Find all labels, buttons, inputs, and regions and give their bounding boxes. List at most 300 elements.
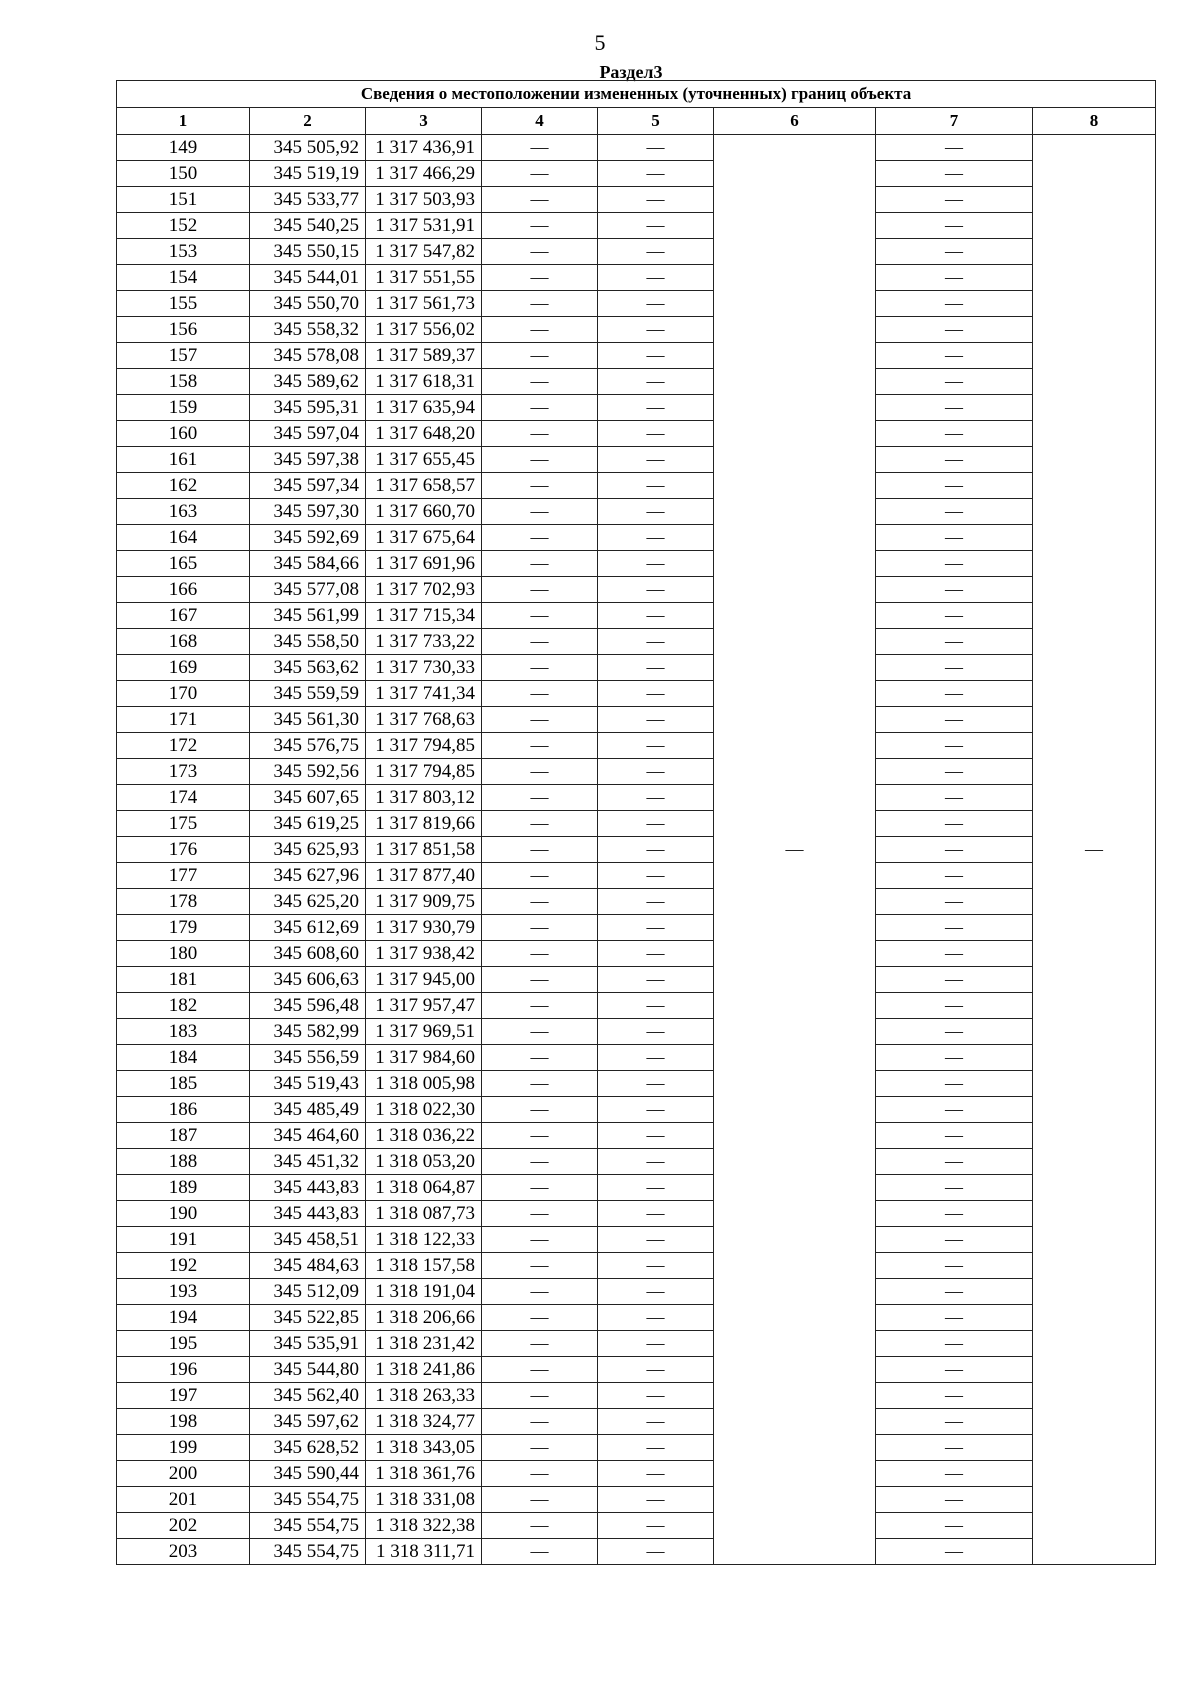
table-row [117, 811, 1156, 837]
y-coordinate-cell: 1 317 658,57 [366, 473, 482, 499]
y-coordinate-cell: 1 318 361,76 [366, 1461, 482, 1487]
x-coordinate-cell: 345 535,91 [250, 1331, 366, 1357]
column-5-cell: — [598, 1019, 714, 1045]
x-coordinate-cell: 345 584,66 [250, 551, 366, 577]
y-coordinate-cell: 1 317 551,55 [366, 265, 482, 291]
y-coordinate-cell: 1 317 957,47 [366, 993, 482, 1019]
column-4-cell: — [482, 889, 598, 915]
x-coordinate-cell: 345 563,62 [250, 655, 366, 681]
point-number-cell: 192 [117, 1253, 250, 1279]
y-coordinate-cell: 1 317 877,40 [366, 863, 482, 889]
y-coordinate-cell: 1 317 819,66 [366, 811, 482, 837]
y-coordinate-cell: 1 318 191,04 [366, 1279, 482, 1305]
point-number-cell: 178 [117, 889, 250, 915]
table-row [117, 577, 1156, 603]
table-row [117, 291, 1156, 317]
y-coordinate-cell: 1 317 794,85 [366, 733, 482, 759]
table-row [117, 1045, 1156, 1071]
column-5-cell: — [598, 317, 714, 343]
column-7-cell: — [876, 1513, 1033, 1539]
column-5-cell: — [598, 395, 714, 421]
point-number-cell: 150 [117, 161, 250, 187]
y-coordinate-cell: 1 318 311,71 [366, 1539, 482, 1565]
column-5-cell: — [598, 1201, 714, 1227]
column-4-cell: — [482, 161, 598, 187]
point-number-cell: 181 [117, 967, 250, 993]
table-row [117, 551, 1156, 577]
y-coordinate-cell: 1 318 322,38 [366, 1513, 482, 1539]
point-number-cell: 153 [117, 239, 250, 265]
column-4-cell: — [482, 525, 598, 551]
x-coordinate-cell: 345 577,08 [250, 577, 366, 603]
column-5-cell: — [598, 629, 714, 655]
column-7-cell: — [876, 1305, 1033, 1331]
x-coordinate-cell: 345 625,20 [250, 889, 366, 915]
column-5-cell: — [598, 473, 714, 499]
column-6-merged-cell: — [714, 135, 876, 1565]
column-5-cell: — [598, 1253, 714, 1279]
point-number-cell: 168 [117, 629, 250, 655]
x-coordinate-cell: 345 540,25 [250, 213, 366, 239]
column-5-cell: — [598, 1383, 714, 1409]
point-number-cell: 174 [117, 785, 250, 811]
point-number-cell: 162 [117, 473, 250, 499]
column-4-cell: — [482, 655, 598, 681]
column-7-cell: — [876, 525, 1033, 551]
point-number-cell: 202 [117, 1513, 250, 1539]
column-4-cell: — [482, 993, 598, 1019]
column-5-cell: — [598, 811, 714, 837]
point-number-cell: 199 [117, 1435, 250, 1461]
column-5-cell: — [598, 1513, 714, 1539]
x-coordinate-cell: 345 595,31 [250, 395, 366, 421]
column-5-cell: — [598, 837, 714, 863]
column-5-cell: — [598, 1305, 714, 1331]
column-7-cell: — [876, 837, 1033, 863]
table-row [117, 759, 1156, 785]
table-row [117, 1383, 1156, 1409]
point-number-cell: 193 [117, 1279, 250, 1305]
table-row [117, 1201, 1156, 1227]
column-7-cell: — [876, 395, 1033, 421]
column-5-cell: — [598, 1461, 714, 1487]
table-row [117, 499, 1156, 525]
column-4-cell: — [482, 967, 598, 993]
x-coordinate-cell: 345 544,80 [250, 1357, 366, 1383]
x-coordinate-cell: 345 443,83 [250, 1201, 366, 1227]
y-coordinate-cell: 1 317 675,64 [366, 525, 482, 551]
column-7-cell: — [876, 213, 1033, 239]
column-4-cell: — [482, 1487, 598, 1513]
column-header: 6 [714, 108, 876, 135]
y-coordinate-cell: 1 317 768,63 [366, 707, 482, 733]
column-7-cell: — [876, 1149, 1033, 1175]
column-4-cell: — [482, 629, 598, 655]
x-coordinate-cell: 345 597,04 [250, 421, 366, 447]
point-number-cell: 182 [117, 993, 250, 1019]
y-coordinate-cell: 1 318 324,77 [366, 1409, 482, 1435]
table-row [117, 473, 1156, 499]
x-coordinate-cell: 345 625,93 [250, 837, 366, 863]
table-row [117, 135, 1156, 161]
table-row [117, 239, 1156, 265]
column-7-cell: — [876, 1461, 1033, 1487]
x-coordinate-cell: 345 592,69 [250, 525, 366, 551]
table-row [117, 1279, 1156, 1305]
column-5-cell: — [598, 759, 714, 785]
x-coordinate-cell: 345 561,30 [250, 707, 366, 733]
y-coordinate-cell: 1 318 022,30 [366, 1097, 482, 1123]
column-7-cell: — [876, 265, 1033, 291]
column-7-cell: — [876, 1227, 1033, 1253]
y-coordinate-cell: 1 318 122,33 [366, 1227, 482, 1253]
y-coordinate-cell: 1 318 241,86 [366, 1357, 482, 1383]
table-row [117, 1487, 1156, 1513]
column-7-cell: — [876, 1435, 1033, 1461]
point-number-cell: 179 [117, 915, 250, 941]
column-4-cell: — [482, 187, 598, 213]
column-7-cell: — [876, 733, 1033, 759]
x-coordinate-cell: 345 597,34 [250, 473, 366, 499]
table-row [117, 1331, 1156, 1357]
y-coordinate-cell: 1 317 984,60 [366, 1045, 482, 1071]
x-coordinate-cell: 345 562,40 [250, 1383, 366, 1409]
column-5-cell: — [598, 187, 714, 213]
column-7-cell: — [876, 421, 1033, 447]
table-row [117, 889, 1156, 915]
column-7-cell: — [876, 967, 1033, 993]
boundary-coordinates-table [116, 80, 1156, 1565]
table-row [117, 1149, 1156, 1175]
column-7-cell: — [876, 629, 1033, 655]
y-coordinate-cell: 1 318 036,22 [366, 1123, 482, 1149]
point-number-cell: 198 [117, 1409, 250, 1435]
table-row [117, 1539, 1156, 1565]
column-4-cell: — [482, 1513, 598, 1539]
column-4-cell: — [482, 941, 598, 967]
column-7-cell: — [876, 135, 1033, 161]
column-4-cell: — [482, 317, 598, 343]
table-row [117, 603, 1156, 629]
table-row [117, 915, 1156, 941]
x-coordinate-cell: 345 559,59 [250, 681, 366, 707]
column-5-cell: — [598, 343, 714, 369]
x-coordinate-cell: 345 550,70 [250, 291, 366, 317]
column-5-cell: — [598, 1149, 714, 1175]
table-row [117, 447, 1156, 473]
x-coordinate-cell: 345 533,77 [250, 187, 366, 213]
point-number-cell: 163 [117, 499, 250, 525]
column-4-cell: — [482, 1279, 598, 1305]
table-row [117, 1435, 1156, 1461]
column-5-cell: — [598, 161, 714, 187]
point-number-cell: 195 [117, 1331, 250, 1357]
column-5-cell: — [598, 369, 714, 395]
y-coordinate-cell: 1 317 803,12 [366, 785, 482, 811]
y-coordinate-cell: 1 317 938,42 [366, 941, 482, 967]
column-7-cell: — [876, 1071, 1033, 1097]
point-number-cell: 170 [117, 681, 250, 707]
y-coordinate-cell: 1 318 343,05 [366, 1435, 482, 1461]
x-coordinate-cell: 345 608,60 [250, 941, 366, 967]
column-7-cell: — [876, 239, 1033, 265]
column-5-cell: — [598, 1435, 714, 1461]
y-coordinate-cell: 1 317 691,96 [366, 551, 482, 577]
y-coordinate-cell: 1 317 741,34 [366, 681, 482, 707]
x-coordinate-cell: 345 519,43 [250, 1071, 366, 1097]
table-row [117, 395, 1156, 421]
y-coordinate-cell: 1 317 715,34 [366, 603, 482, 629]
x-coordinate-cell: 345 519,19 [250, 161, 366, 187]
table-row [117, 707, 1156, 733]
column-5-cell: — [598, 525, 714, 551]
column-4-cell: — [482, 1201, 598, 1227]
table-row [117, 941, 1156, 967]
column-4-cell: — [482, 1331, 598, 1357]
column-4-cell: — [482, 369, 598, 395]
y-coordinate-cell: 1 318 331,08 [366, 1487, 482, 1513]
column-4-cell: — [482, 785, 598, 811]
point-number-cell: 183 [117, 1019, 250, 1045]
x-coordinate-cell: 345 628,52 [250, 1435, 366, 1461]
column-5-cell: — [598, 993, 714, 1019]
point-number-cell: 191 [117, 1227, 250, 1253]
y-coordinate-cell: 1 317 589,37 [366, 343, 482, 369]
column-5-cell: — [598, 863, 714, 889]
column-header-row [117, 108, 1156, 135]
point-number-cell: 157 [117, 343, 250, 369]
column-4-cell: — [482, 213, 598, 239]
x-coordinate-cell: 345 451,32 [250, 1149, 366, 1175]
x-coordinate-cell: 345 597,30 [250, 499, 366, 525]
table-row [117, 681, 1156, 707]
table-row [117, 1175, 1156, 1201]
column-7-cell: — [876, 1253, 1033, 1279]
column-4-cell: — [482, 265, 598, 291]
point-number-cell: 167 [117, 603, 250, 629]
column-4-cell: — [482, 837, 598, 863]
y-coordinate-cell: 1 317 503,93 [366, 187, 482, 213]
point-number-cell: 165 [117, 551, 250, 577]
column-7-cell: — [876, 1279, 1033, 1305]
column-7-cell: — [876, 1487, 1033, 1513]
point-number-cell: 180 [117, 941, 250, 967]
column-4-cell: — [482, 447, 598, 473]
x-coordinate-cell: 345 554,75 [250, 1487, 366, 1513]
y-coordinate-cell: 1 318 053,20 [366, 1149, 482, 1175]
column-5-cell: — [598, 447, 714, 473]
column-5-cell: — [598, 785, 714, 811]
table-row [117, 863, 1156, 889]
y-coordinate-cell: 1 317 655,45 [366, 447, 482, 473]
column-header: 3 [366, 108, 482, 135]
column-4-cell: — [482, 1019, 598, 1045]
y-coordinate-cell: 1 317 436,91 [366, 135, 482, 161]
column-5-cell: — [598, 1487, 714, 1513]
x-coordinate-cell: 345 556,59 [250, 1045, 366, 1071]
column-7-cell: — [876, 499, 1033, 525]
column-4-cell: — [482, 603, 598, 629]
column-4-cell: — [482, 1305, 598, 1331]
column-5-cell: — [598, 681, 714, 707]
table-row [117, 421, 1156, 447]
column-5-cell: — [598, 421, 714, 447]
column-4-cell: — [482, 1435, 598, 1461]
column-4-cell: — [482, 1123, 598, 1149]
column-5-cell: — [598, 1331, 714, 1357]
column-7-cell: — [876, 707, 1033, 733]
column-7-cell: — [876, 343, 1033, 369]
column-4-cell: — [482, 1409, 598, 1435]
table-row [117, 1409, 1156, 1435]
table-row [117, 837, 1156, 863]
x-coordinate-cell: 345 606,63 [250, 967, 366, 993]
column-7-cell: — [876, 889, 1033, 915]
table-row [117, 733, 1156, 759]
column-7-cell: — [876, 1045, 1033, 1071]
section-label: Раздел3 [599, 62, 663, 82]
x-coordinate-cell: 345 596,48 [250, 993, 366, 1019]
column-5-cell: — [598, 1539, 714, 1565]
x-coordinate-cell: 345 512,09 [250, 1279, 366, 1305]
x-coordinate-cell: 345 485,49 [250, 1097, 366, 1123]
column-7-cell: — [876, 941, 1033, 967]
column-5-cell: — [598, 265, 714, 291]
y-coordinate-cell: 1 318 064,87 [366, 1175, 482, 1201]
point-number-cell: 189 [117, 1175, 250, 1201]
column-7-cell: — [876, 603, 1033, 629]
column-4-cell: — [482, 707, 598, 733]
y-coordinate-cell: 1 317 561,73 [366, 291, 482, 317]
table-row [117, 1019, 1156, 1045]
x-coordinate-cell: 345 597,62 [250, 1409, 366, 1435]
x-coordinate-cell: 345 464,60 [250, 1123, 366, 1149]
column-4-cell: — [482, 135, 598, 161]
column-7-cell: — [876, 1357, 1033, 1383]
y-coordinate-cell: 1 317 618,31 [366, 369, 482, 395]
x-coordinate-cell: 345 458,51 [250, 1227, 366, 1253]
column-4-cell: — [482, 1097, 598, 1123]
table-row [117, 1253, 1156, 1279]
column-5-cell: — [598, 1409, 714, 1435]
column-7-cell: — [876, 785, 1033, 811]
table-row [117, 1461, 1156, 1487]
column-5-cell: — [598, 135, 714, 161]
table-row [117, 525, 1156, 551]
x-coordinate-cell: 345 550,15 [250, 239, 366, 265]
y-coordinate-cell: 1 317 547,82 [366, 239, 482, 265]
x-coordinate-cell: 345 582,99 [250, 1019, 366, 1045]
table-row [117, 161, 1156, 187]
point-number-cell: 188 [117, 1149, 250, 1175]
point-number-cell: 177 [117, 863, 250, 889]
x-coordinate-cell: 345 627,96 [250, 863, 366, 889]
y-coordinate-cell: 1 318 087,73 [366, 1201, 482, 1227]
column-4-cell: — [482, 1227, 598, 1253]
column-4-cell: — [482, 421, 598, 447]
table-row [117, 265, 1156, 291]
x-coordinate-cell: 345 443,83 [250, 1175, 366, 1201]
column-7-cell: — [876, 1409, 1033, 1435]
y-coordinate-cell: 1 317 909,75 [366, 889, 482, 915]
table-body [117, 135, 1156, 1565]
x-coordinate-cell: 345 578,08 [250, 343, 366, 369]
x-coordinate-cell: 345 576,75 [250, 733, 366, 759]
table-row [117, 343, 1156, 369]
column-4-cell: — [482, 551, 598, 577]
point-number-cell: 187 [117, 1123, 250, 1149]
column-5-cell: — [598, 707, 714, 733]
column-header: 5 [598, 108, 714, 135]
column-5-cell: — [598, 733, 714, 759]
column-header: 4 [482, 108, 598, 135]
column-4-cell: — [482, 291, 598, 317]
y-coordinate-cell: 1 318 263,33 [366, 1383, 482, 1409]
y-coordinate-cell: 1 317 635,94 [366, 395, 482, 421]
point-number-cell: 169 [117, 655, 250, 681]
point-number-cell: 159 [117, 395, 250, 421]
table-row [117, 1513, 1156, 1539]
column-4-cell: — [482, 915, 598, 941]
column-7-cell: — [876, 915, 1033, 941]
table-row [117, 967, 1156, 993]
y-coordinate-cell: 1 317 945,00 [366, 967, 482, 993]
column-7-cell: — [876, 811, 1033, 837]
point-number-cell: 203 [117, 1539, 250, 1565]
column-7-cell: — [876, 161, 1033, 187]
point-number-cell: 166 [117, 577, 250, 603]
point-number-cell: 185 [117, 1071, 250, 1097]
column-7-cell: — [876, 369, 1033, 395]
x-coordinate-cell: 345 590,44 [250, 1461, 366, 1487]
column-4-cell: — [482, 1175, 598, 1201]
column-5-cell: — [598, 1357, 714, 1383]
x-coordinate-cell: 345 484,63 [250, 1253, 366, 1279]
column-7-cell: — [876, 1539, 1033, 1565]
point-number-cell: 176 [117, 837, 250, 863]
table-title: Сведения о местоположении измененных (уточненных) границ объекта [117, 81, 1156, 108]
point-number-cell: 196 [117, 1357, 250, 1383]
point-number-cell: 175 [117, 811, 250, 837]
column-5-cell: — [598, 1227, 714, 1253]
point-number-cell: 201 [117, 1487, 250, 1513]
column-4-cell: — [482, 499, 598, 525]
column-5-cell: — [598, 1097, 714, 1123]
column-5-cell: — [598, 577, 714, 603]
x-coordinate-cell: 345 554,75 [250, 1513, 366, 1539]
column-5-cell: — [598, 213, 714, 239]
y-coordinate-cell: 1 317 730,33 [366, 655, 482, 681]
column-4-cell: — [482, 577, 598, 603]
point-number-cell: 151 [117, 187, 250, 213]
table-row [117, 187, 1156, 213]
column-7-cell: — [876, 577, 1033, 603]
column-5-cell: — [598, 1071, 714, 1097]
column-7-cell: — [876, 655, 1033, 681]
column-4-cell: — [482, 733, 598, 759]
column-7-cell: — [876, 1383, 1033, 1409]
column-5-cell: — [598, 603, 714, 629]
point-number-cell: 194 [117, 1305, 250, 1331]
point-number-cell: 156 [117, 317, 250, 343]
column-5-cell: — [598, 499, 714, 525]
point-number-cell: 184 [117, 1045, 250, 1071]
column-4-cell: — [482, 1383, 598, 1409]
table-row [117, 1305, 1156, 1331]
table-row [117, 1123, 1156, 1149]
column-4-cell: — [482, 1539, 598, 1565]
column-7-cell: — [876, 993, 1033, 1019]
